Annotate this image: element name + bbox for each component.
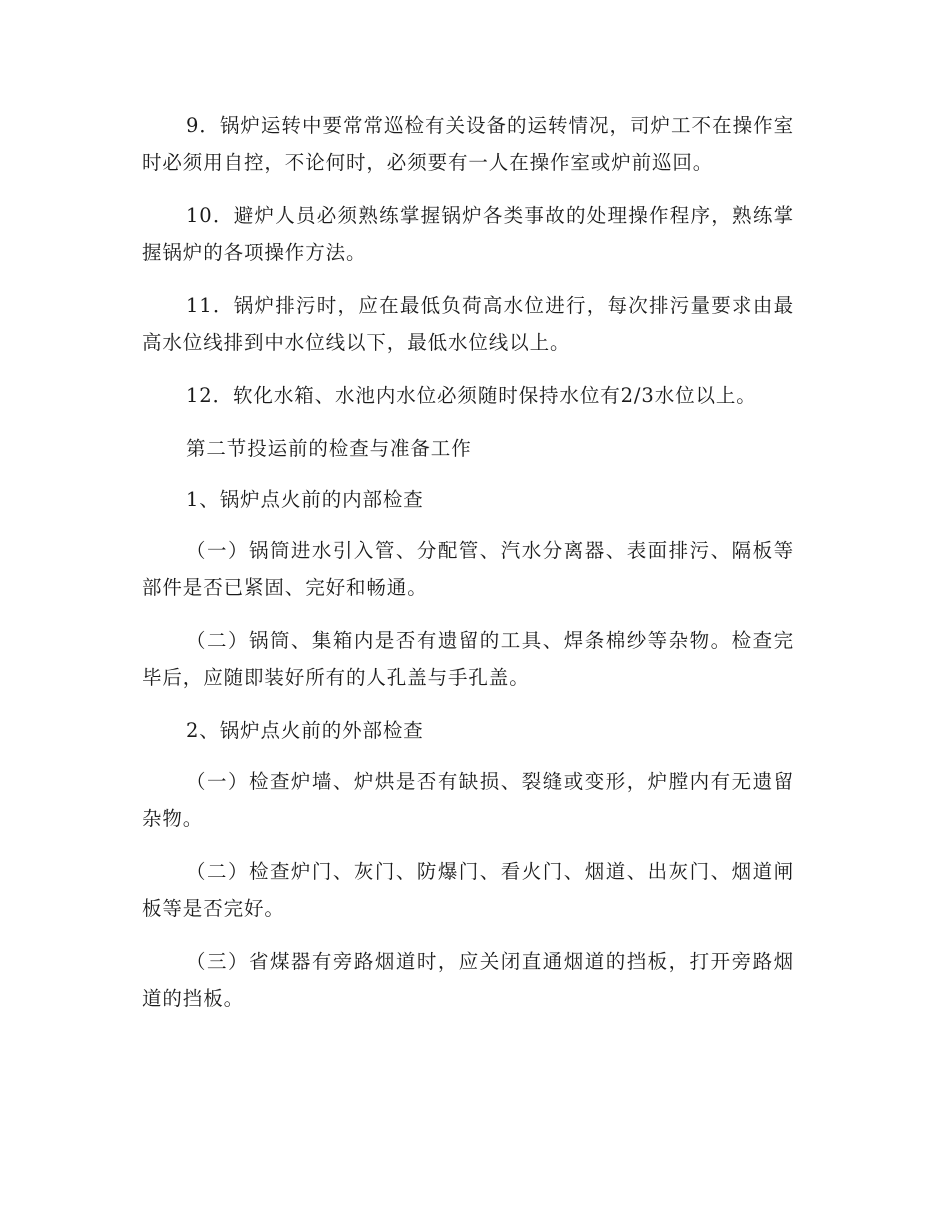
- paragraph-item-12: 12．软化水箱、水池内水位必须随时保持水位有2/3水位以上。: [186, 384, 757, 407]
- paragraph-item-10: 10．避炉人员必须熟练掌握锅炉各类事故的处理操作程序，熟练掌握锅炉的各项操作方法。: [142, 204, 794, 264]
- section-heading: 第二节投运前的检查与准备工作: [186, 437, 472, 460]
- document-page: [142, 107, 794, 1017]
- external-check-item-1: （一）检查炉墙、炉烘是否有缺损、裂缝或变形，炉膛内有无遗留杂物。: [142, 770, 794, 830]
- subsection-heading-external-check: 2、锅炉点火前的外部检查: [186, 719, 424, 742]
- paragraph-item-11: 11．锅炉排污时，应在最低负荷高水位进行，每次排污量要求由最高水位线排到中水位线以下，最低水位线以上。: [142, 294, 794, 354]
- internal-check-item-1: （一）锅筒进水引入管、分配管、汽水分离器、表面排污、隔板等部件是否已紧固、完好和畅通。: [142, 539, 794, 599]
- internal-check-item-2: （二）锅筒、集箱内是否有遗留的工具、焊条棉纱等杂物。检查完毕后，应随即装好所有的人孔盖与手孔盖。: [142, 629, 794, 689]
- paragraph-item-9: 9．锅炉运转中要常常巡检有关设备的运转情况，司炉工不在操作室时必须用自控，不论何时，必须要有一人在操作室或炉前巡回。: [142, 114, 794, 174]
- external-check-item-3: （三）省煤器有旁路烟道时，应关闭直通烟道的挡板，打开旁路烟道的挡板。: [142, 950, 794, 1010]
- external-check-item-2: （二）检查炉门、灰门、防爆门、看火门、烟道、出灰门、烟道闸板等是否完好。: [142, 860, 794, 920]
- subsection-heading-internal-check: 1、锅炉点火前的内部检查: [186, 488, 424, 511]
